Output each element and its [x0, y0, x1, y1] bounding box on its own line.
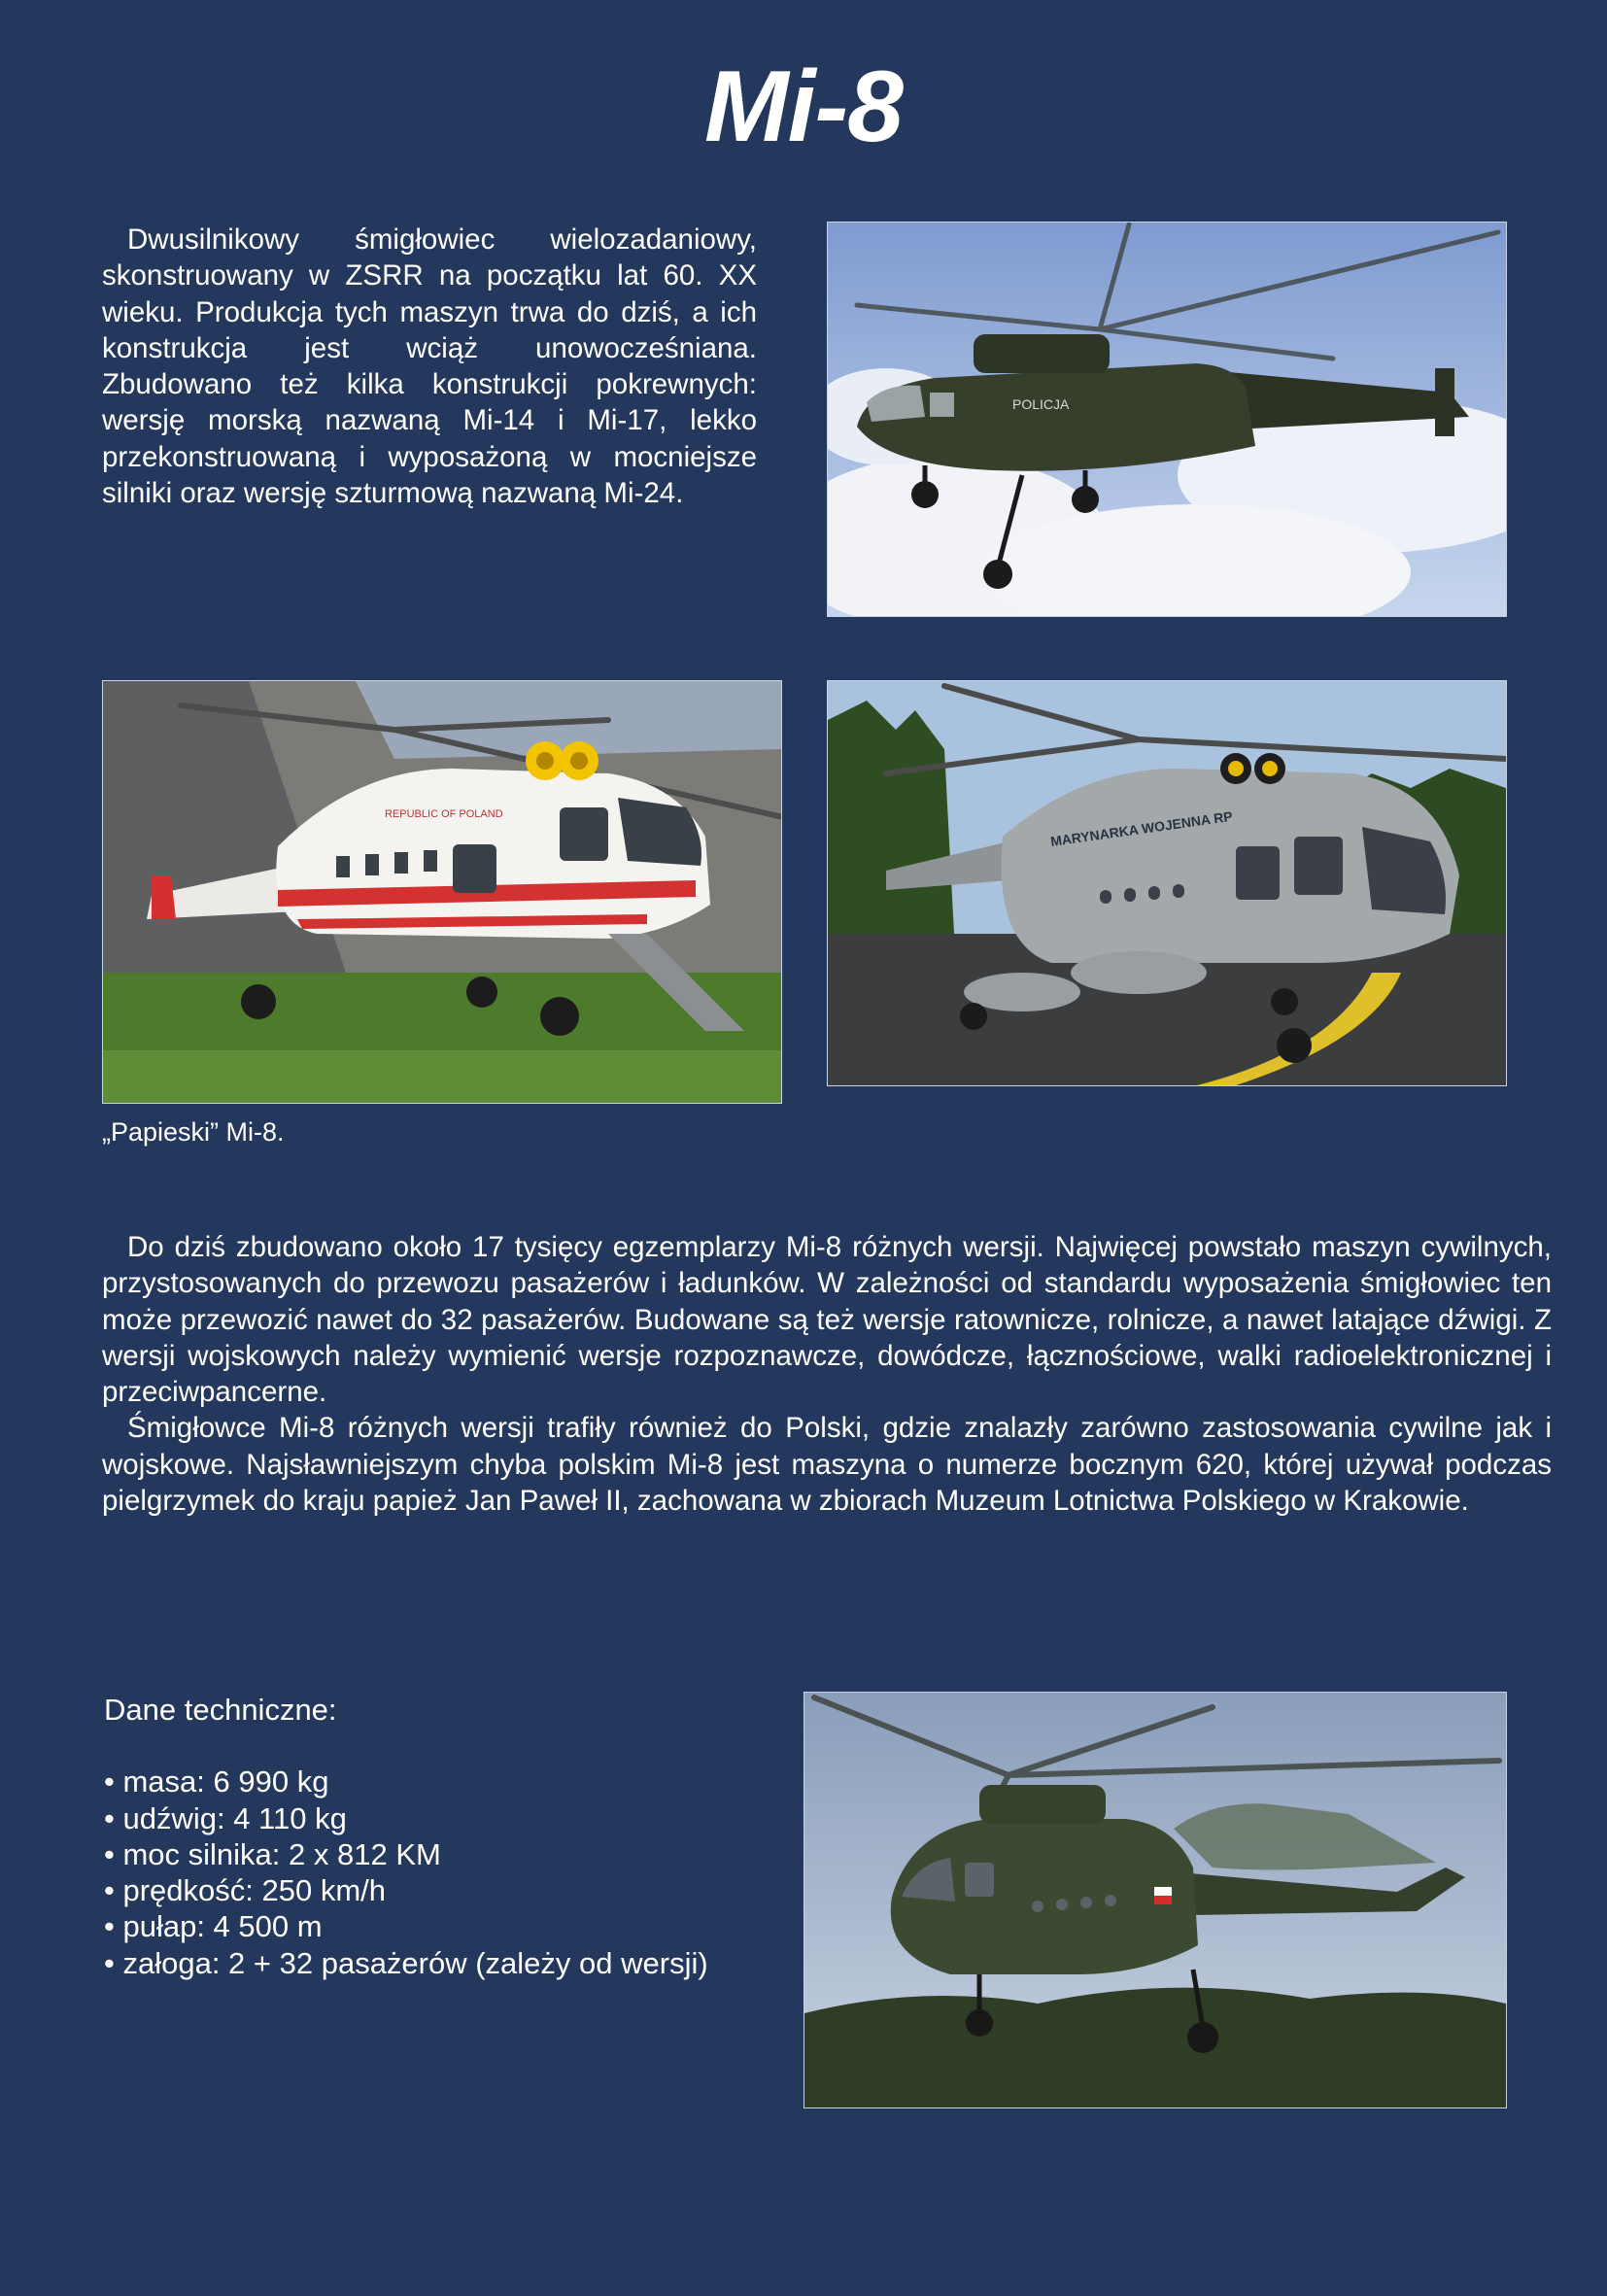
- photo-caption: „Papieski” Mi-8.: [102, 1117, 285, 1147]
- body-text: [102, 1229, 1552, 1519]
- specs-heading: Dane techniczne:: [104, 1693, 337, 1727]
- photo-navy-helicopter: [827, 680, 1507, 1086]
- technical-specs: [104, 1692, 708, 1981]
- spec-item: • masa: 6 990 kg: [104, 1764, 708, 1799]
- spec-item: • moc silnika: 2 x 812 KM: [104, 1836, 708, 1872]
- intro-paragraph: [102, 222, 757, 511]
- photo-military-helicopters: [804, 1692, 1507, 2108]
- svg-text:MARYNARKA WOJENNA RP: MARYNARKA WOJENNA RP: [1049, 807, 1234, 849]
- spec-item: • prędkość: 250 km/h: [104, 1872, 708, 1908]
- specs-list: [104, 1764, 708, 1981]
- body-paragraph: Śmigłowce Mi-8 różnych wersji trafiły również do Polski, gdzie znalazły zarówno zastosowania cywilne jak i wojskowe. Najsławniejszym chyba polskim Mi-8 jest maszyna o numerze bocznym 620, której używał podczas pielgrzymek do kraju papież Jan Paweł II, zachowana w zbiorach Muzeum Lotnictwa Polskiego w Krakowie.: [102, 1412, 1552, 1518]
- photo-police-helicopter: [827, 222, 1507, 617]
- svg-text:POLICJA: POLICJA: [1012, 396, 1070, 412]
- body-paragraph: Do dziś zbudowano około 17 tysięcy egzemplarzy Mi-8 różnych wersji. Najwięcej powstało maszyn cywilnych, przystosowanych do przewozu pasażerów i ładunków. W zależności od standardu wyposażenia śmigłowiec ten może przewozić nawet do 32 pasażerów. Budowane są też wersje ratownicze, rolnicze, a nawet latające dźwigi. Z wersji wojskowych należy wymienić wersje rozpoznawcze, dowódcze, łącznościowe, walki radioelektronicznej i przeciwpancerne.: [102, 1231, 1552, 1409]
- spec-item: • udźwig: 4 110 kg: [104, 1800, 708, 1836]
- photo-papal-helicopter: [102, 680, 782, 1104]
- spec-item: • pułap: 4 500 m: [104, 1908, 708, 1944]
- page-title: Mi-8: [704, 51, 903, 163]
- svg-text:REPUBLIC OF POLAND: REPUBLIC OF POLAND: [385, 808, 503, 820]
- intro-text: Dwusilnikowy śmigłowiec wielozadaniowy, skonstruowany w ZSRR na początku lat 60. XX wieku. Produkcja tych maszyn trwa do dziś, a ich konstrukcja jest wciąż unowocześniana. Zbudowano też kilka konstrukcji pokrewnych: wersję morską nazwaną Mi-14 i Mi-17, lekko przekonstruowaną i wyposażoną w mocniejsze silniki oraz wersję szturmową nazwaną Mi-24.: [102, 223, 757, 510]
- spec-item: • załoga: 2 + 32 pasażerów (zależy od wersji): [104, 1945, 708, 1981]
